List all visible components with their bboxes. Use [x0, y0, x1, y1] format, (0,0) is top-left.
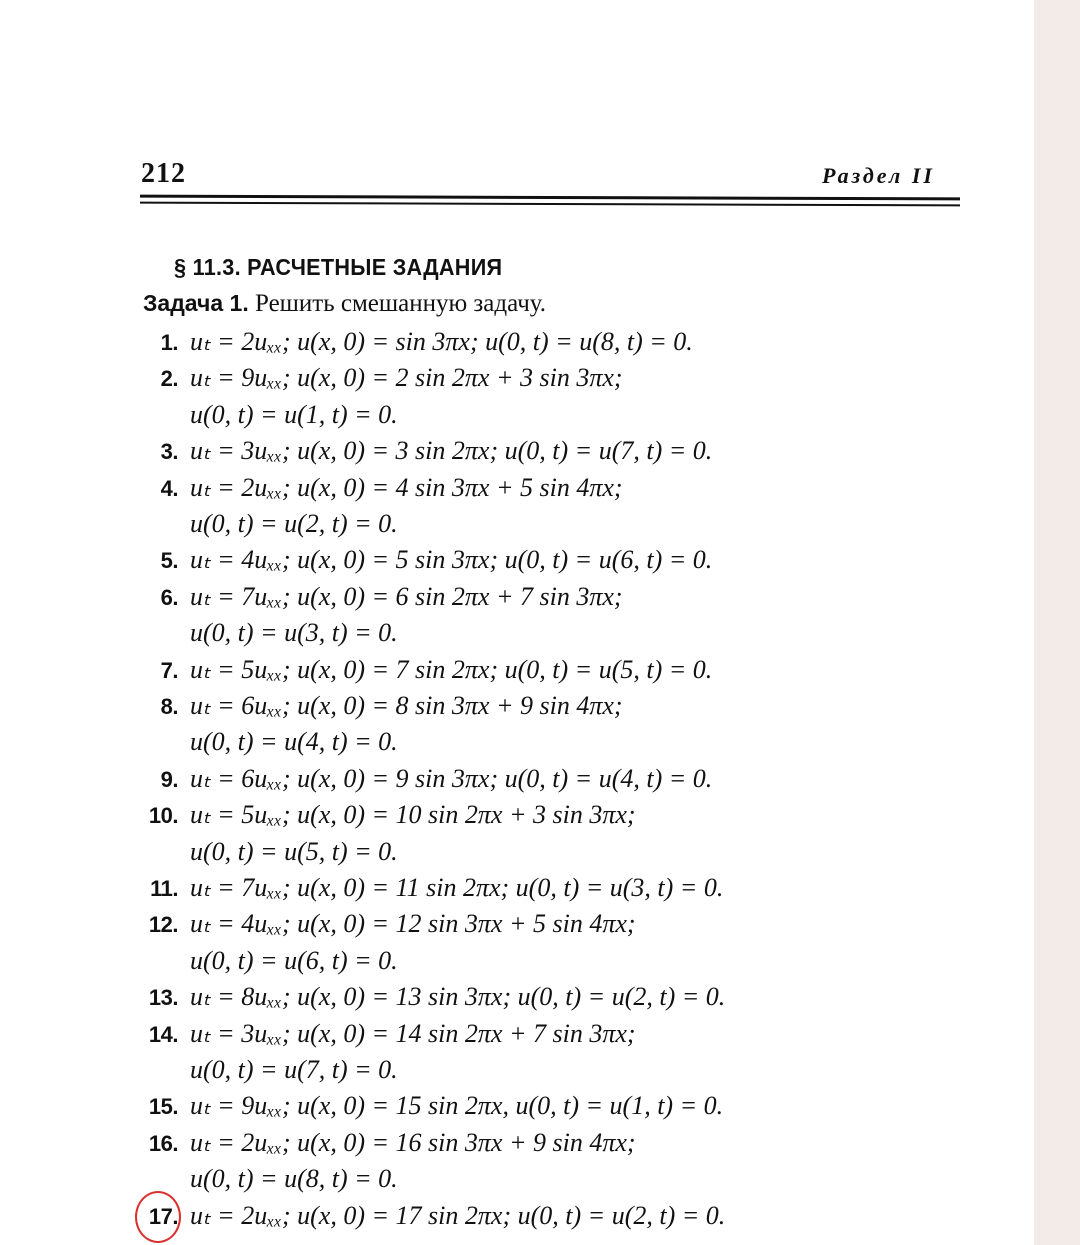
problem-equation: uₜ = 4uₓₓ; u(x, 0) = 12 sin 3πx + 5 sin 4πx;	[190, 909, 636, 939]
problem-number: 4.	[160, 475, 178, 501]
problem-equation: uₜ = 2uₓₓ; u(x, 0) = 16 sin 3πx + 9 sin 4πx;	[190, 1127, 636, 1157]
problem-equation: uₜ = 5uₓₓ; u(x, 0) = 7 sin 2πx; u(0, t) = u(5, t) = 0.	[190, 654, 713, 684]
problem-number: 9.	[160, 766, 178, 792]
section-heading: § 11.3. РАСЧЕТНЫЕ ЗАДАНИЯ	[174, 254, 503, 280]
problem-number: 2.	[160, 366, 178, 392]
problem-number: 3.	[160, 439, 178, 465]
problem-boundary-conditions: u(0, t) = u(7, t) = 0.	[190, 1055, 398, 1084]
red-circle-annotation	[135, 1191, 181, 1243]
problem-equation: uₜ = 9uₓₓ; u(x, 0) = 15 sin 2πx, u(0, t) = u(1, t) = 0.	[190, 1091, 724, 1121]
problem-boundary-conditions: u(0, t) = u(4, t) = 0.	[190, 727, 398, 757]
task-text: Решить смешанную задачу.	[248, 290, 547, 317]
problem-number: 14.	[148, 1021, 178, 1047]
problem-number: 13.	[148, 985, 178, 1011]
header-rule-thick	[140, 195, 960, 201]
problem-equation: uₜ = 8uₓₓ; u(x, 0) = 13 sin 3πx; u(0, t) = u(2, t) = 0.	[190, 982, 726, 1012]
problem-number: 12.	[148, 912, 178, 938]
problem-number: 11.	[150, 876, 178, 901]
problem-equation: uₜ = 3uₓₓ; u(x, 0) = 14 sin 2πx + 7 sin 3πx;	[190, 1018, 636, 1048]
running-head: Раздел II	[822, 163, 935, 188]
problem-boundary-conditions: u(0, t) = u(2, t) = 0.	[190, 509, 398, 538]
task-label: Задача 1.	[143, 290, 249, 316]
problem-equation: uₜ = 2uₓₓ; u(x, 0) = sin 3πx; u(0, t) = u(8, t) = 0.	[190, 327, 693, 356]
problem-number: 15.	[148, 1094, 178, 1120]
problem-number: 5.	[160, 548, 178, 574]
problem-equation: uₜ = 3uₓₓ; u(x, 0) = 3 sin 2πx; u(0, t) = u(7, t) = 0.	[190, 436, 713, 466]
problem-number: 8.	[160, 694, 178, 719]
problem-equation: uₜ = 9uₓₓ; u(x, 0) = 2 sin 2πx + 3 sin 3πx;	[190, 363, 623, 393]
page-number: 212	[141, 158, 186, 189]
problem-boundary-conditions: u(0, t) = u(8, t) = 0.	[190, 1164, 398, 1194]
header-rule-thin	[140, 202, 960, 207]
problem-equation: uₜ = 2uₓₓ; u(x, 0) = 4 sin 3πx + 5 sin 4πx;	[190, 472, 623, 502]
problem-equation: uₜ = 6uₓₓ; u(x, 0) = 9 sin 3πx; u(0, t) = u(4, t) = 0.	[190, 763, 713, 793]
problem-equation: uₜ = 4uₓₓ; u(x, 0) = 5 sin 3πx; u(0, t) = u(6, t) = 0.	[190, 545, 713, 575]
problem-number: 7.	[160, 657, 178, 683]
problem-number: 10.	[148, 803, 178, 829]
problem-number: 1.	[160, 330, 178, 355]
problem-equation: uₜ = 7uₓₓ; u(x, 0) = 6 sin 2πx + 7 sin 3πx;	[190, 581, 623, 611]
right-margin-panel	[1034, 0, 1080, 1245]
problem-number: 6.	[160, 584, 178, 610]
problem-boundary-conditions: u(0, t) = u(6, t) = 0.	[190, 945, 398, 975]
problem-equation: uₜ = 7uₓₓ; u(x, 0) = 11 sin 2πx; u(0, t) = u(3, t) = 0.	[190, 873, 724, 902]
task-statement	[143, 290, 546, 318]
problem-equation: uₜ = 5uₓₓ; u(x, 0) = 10 sin 2πx + 3 sin 3πx;	[190, 800, 636, 830]
problem-boundary-conditions: u(0, t) = u(5, t) = 0.	[190, 836, 398, 866]
problem-equation: uₜ = 6uₓₓ; u(x, 0) = 8 sin 3πx + 9 sin 4πx;	[190, 691, 623, 720]
problem-boundary-conditions: u(0, t) = u(1, t) = 0.	[190, 399, 398, 429]
problem-equation: uₜ = 2uₓₓ; u(x, 0) = 17 sin 2πx; u(0, t) = u(2, t) = 0.	[190, 1200, 726, 1230]
problem-number: 16.	[148, 1130, 178, 1156]
problem-number: 17.	[148, 1203, 178, 1229]
problem-boundary-conditions: u(0, t) = u(3, t) = 0.	[190, 618, 398, 648]
